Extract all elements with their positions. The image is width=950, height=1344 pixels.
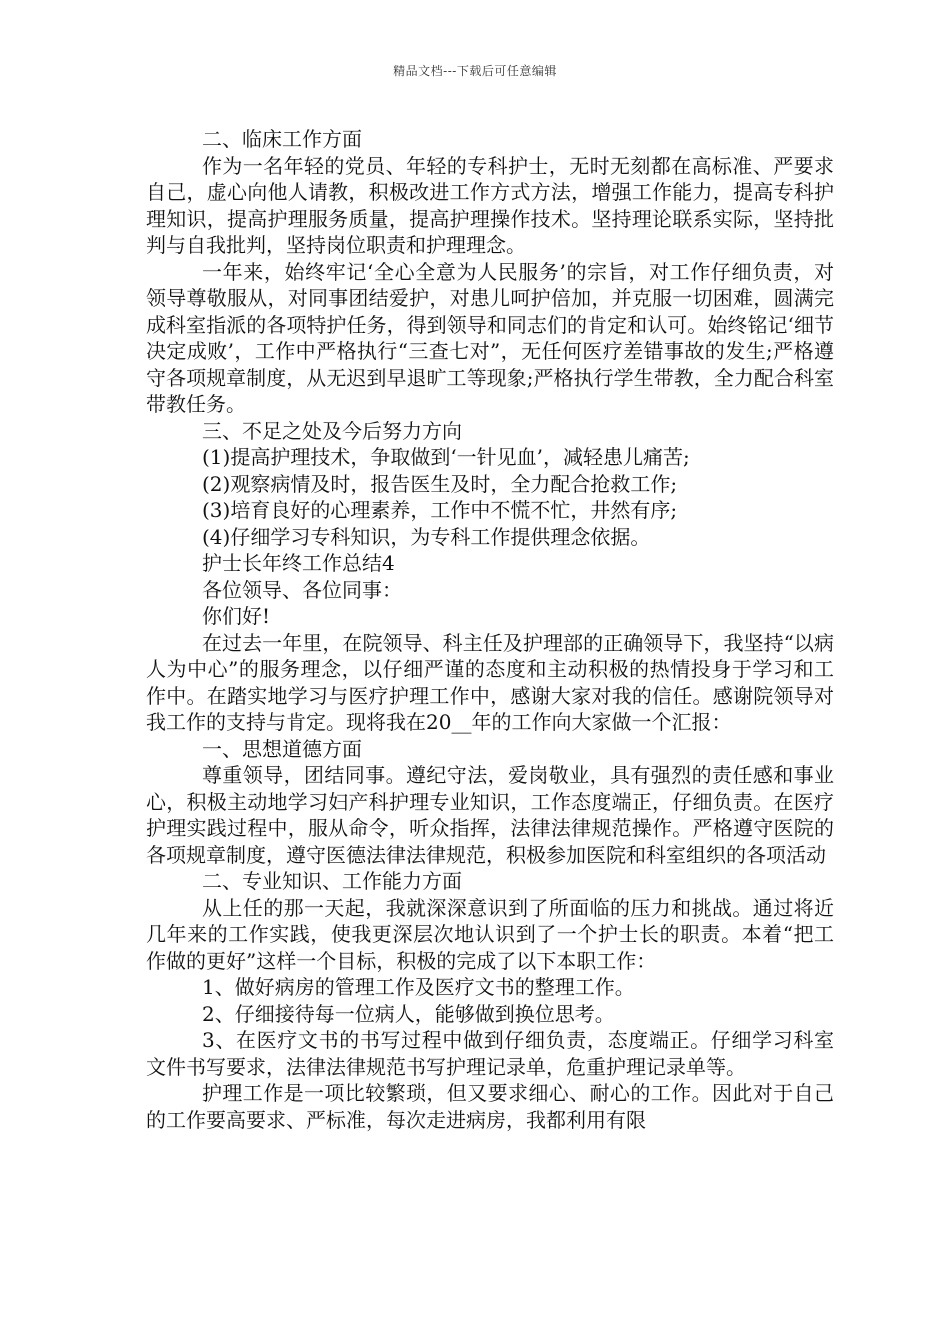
paragraph: 在过去一年里，在院领导、科主任及护理部的正确领导下，我坚持“以病人为中心”的服务理念，以仔细严谨的态度和主动积极的热情投身于学习和工作中。在踏实地学习与医疗护理工作中，感谢大家对我的信任。感谢院领导对我工作的支持与肯定。现将我在20__年的工作向大家做一个汇报： — [146, 630, 834, 734]
section-heading-professional: 二、专业知识、工作能力方面 — [202, 869, 462, 893]
list-item: 2、仔细接待每一位病人，能够做到换位思考。 — [202, 1001, 615, 1026]
list-item: 1、做好病房的管理工作及医疗文书的整理工作。 — [202, 975, 635, 999]
section-heading-ethics: 一、思想道德方面 — [202, 736, 362, 761]
paragraph: 一年来，始终牢记‘全心全意为人民服务’的宗旨，对工作仔细负责，对领导尊敬服从，对同事团结爱护，对患儿呵护倍加，并克服一切困难，圆满完成科室指派的各项特护任务，得到领导和同志们的肯定和认可。始终铭记‘细节决定成败’，工作中严格执行“三查七对”，无任何医疗差错事故的发生;严格遵守各项规章制度，从无迟到早退旷工等现象;严格执行学生带教，全力配合科室带教任务。 — [146, 259, 834, 416]
document-body — [146, 126, 834, 1133]
document-title: 护士长年终工作总结4 — [202, 551, 395, 575]
salutation: 各位领导、各位同事： — [202, 577, 402, 602]
paragraph: 作为一名年轻的党员、年轻的专科护士，无时无刻都在高标准、严要求自己，虚心向他人请教，积极改进工作方式方法，增强工作能力，提高专科护理知识，提高护理服务质量，提高护理操作技术。坚持理论联系实际，坚持批判与自我批判，坚持岗位职责和护理理念。 — [146, 153, 834, 257]
greeting: 你们好! — [202, 604, 271, 628]
list-item: 3、在医疗文书的书写过程中做到仔细负责，态度端正。仔细学习科室文件书写要求，法律法律规范书写护理记录单，危重护理记录单等。 — [146, 1028, 834, 1079]
paragraph: 尊重领导，团结同事。遵纪守法，爱岗敬业，具有强烈的责任感和事业心，积极主动地学习妇产科护理专业知识，工作态度端正，仔细负责。在医疗护理实践过程中，服从命令，听众指挥，法律法律规范操作。严格遵守医院的各项规章制度，遵守医德法律法律规范，积极参加医院和科室组织的各项活动 — [146, 763, 834, 867]
list-item: (4)仔细学习专科知识，为专科工作提供理念依据。 — [202, 524, 651, 549]
paragraph: 护理工作是一项比较繁琐，但又要求细心、耐心的工作。因此对于自己的工作要高要求、严标准，每次走进病房，我都利用有限 — [146, 1081, 834, 1132]
list-item: (3)培育良好的心理素养，工作中不慌不忙，井然有序; — [202, 498, 678, 522]
paragraph: 从上任的那一天起，我就深深意识到了所面临的压力和挑战。通过将近几年来的工作实践，使我更深层次地认识到了一个护士长的职责。本着“把工作做的更好”这样一个目标，积极的完成了以下本职工作： — [146, 895, 834, 973]
section-heading-shortcomings: 三、不足之处及今后努力方向 — [202, 418, 462, 443]
list-item: (1)提高护理技术，争取做到‘一针见血’，减轻患儿痛苦; — [202, 445, 690, 469]
section-heading-clinical: 二、临床工作方面 — [202, 127, 362, 151]
page-header: 精品文档---下载后可任意编辑 — [393, 64, 557, 78]
list-item: (2)观察病情及时，报告医生及时，全力配合抢救工作; — [202, 471, 678, 496]
